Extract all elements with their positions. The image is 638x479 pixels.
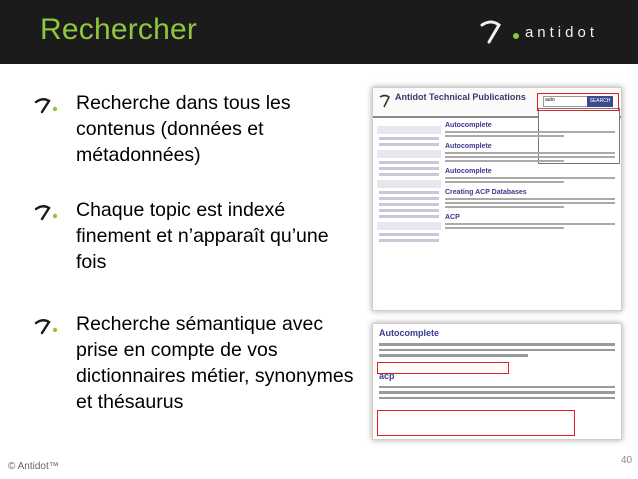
antidot-mark-icon (379, 94, 393, 108)
snippet-line (445, 202, 615, 204)
bullet-mark-icon (34, 203, 60, 221)
search-highlight-box (537, 93, 619, 111)
list-item[interactable] (445, 214, 615, 229)
bullet-item (34, 311, 356, 415)
brand-logo (479, 20, 598, 44)
snippet-line (445, 177, 615, 179)
result-path (373, 402, 621, 409)
facet-line[interactable] (379, 197, 439, 200)
snippet-line (379, 349, 615, 352)
result-title[interactable]: ACP (445, 214, 460, 221)
facet-header (377, 150, 441, 158)
snippet-line (445, 223, 615, 225)
path-highlight-box (377, 362, 509, 374)
result-title[interactable]: Creating ACP Databases (445, 189, 527, 196)
copyright-notice: © Antidot™ (8, 461, 59, 472)
snippet-line (379, 391, 615, 394)
facet-line[interactable] (379, 209, 439, 212)
facet-header (377, 222, 441, 230)
search-button[interactable]: SEARCH (587, 96, 613, 107)
bullet-text: Chaque topic est indexé finement et n’apparaît qu’une fois (76, 199, 329, 273)
snippet-line (445, 131, 615, 133)
path-highlight-box (377, 410, 575, 436)
snippet-line (445, 160, 564, 162)
snippet-line (379, 354, 528, 357)
snippet-line (445, 227, 564, 229)
snippet-line (445, 198, 615, 200)
list-item[interactable] (445, 168, 615, 183)
snippet-line (445, 181, 564, 183)
slide-header (0, 0, 638, 64)
brand-dot-icon (513, 33, 519, 39)
bullet-item (34, 90, 356, 168)
search-input[interactable]: auto (543, 96, 588, 107)
facet-line[interactable] (379, 233, 439, 236)
slide-title: Rechercher (40, 13, 198, 46)
antidot-mark-icon (479, 20, 507, 44)
facet-header (377, 180, 441, 188)
result-title[interactable]: Autocomplete (445, 143, 492, 150)
facet-line[interactable] (379, 167, 439, 170)
result-title[interactable]: acp (379, 370, 395, 381)
highlighted-results-screenshot (372, 323, 622, 440)
facet-line[interactable] (379, 203, 439, 206)
list-item[interactable] (445, 122, 615, 137)
facet-line[interactable] (379, 173, 439, 176)
search-results-screenshot (372, 87, 622, 311)
facet-sidebar (377, 122, 441, 306)
snippet-line (445, 152, 615, 154)
facet-line[interactable] (379, 161, 439, 164)
facet-line[interactable] (379, 137, 439, 140)
snippet-line (445, 135, 564, 137)
bullet-item (34, 197, 356, 275)
result-title[interactable]: Autocomplete (445, 122, 492, 129)
bullet-mark-icon (34, 317, 60, 335)
list-item[interactable] (445, 189, 615, 208)
snippet-line (445, 206, 564, 208)
page-number: 40 (621, 455, 633, 466)
list-item[interactable] (445, 143, 615, 162)
result-list (445, 122, 615, 235)
screenshot-title: Antidot Technical Publications (395, 92, 526, 102)
snippet-line (379, 397, 615, 400)
brand-name: antidot (524, 23, 598, 41)
facet-line[interactable] (379, 191, 439, 194)
bullet-text: Recherche dans tous les contenus (données et métadonnées) (76, 92, 291, 166)
facet-line[interactable] (379, 239, 439, 242)
result-title[interactable]: Autocomplete (379, 328, 440, 338)
bullet-mark-icon (34, 96, 60, 114)
result-title[interactable]: Autocomplete (445, 168, 492, 175)
facet-line[interactable] (379, 143, 439, 146)
facet-header (377, 126, 441, 134)
snippet-line (379, 343, 615, 346)
snippet-line (379, 386, 615, 389)
snippet-line (445, 156, 615, 158)
facet-line[interactable] (379, 215, 439, 218)
bullet-text: Recherche sémantique avec prise en compte de vos dictionnaires métier, synonymes et thésaurus (76, 313, 354, 413)
